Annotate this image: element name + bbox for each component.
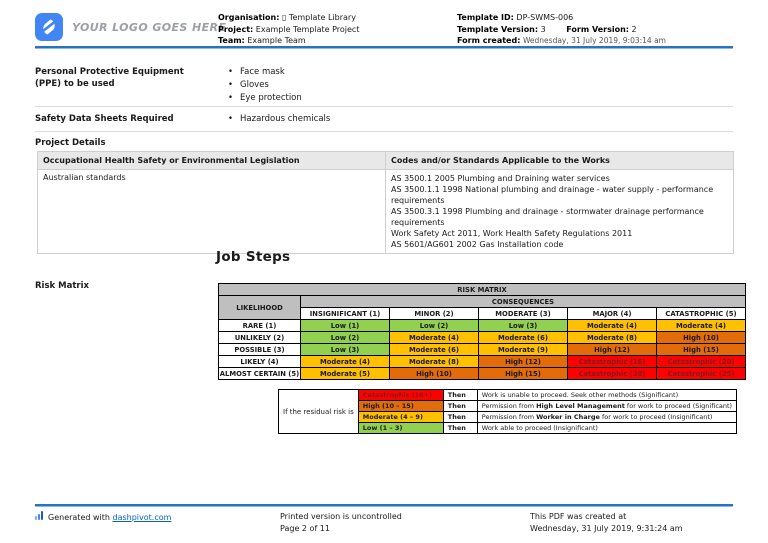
legislation-cell: Australian standards	[38, 170, 386, 254]
risk-matrix-title: RISK MATRIX	[219, 284, 746, 296]
matrix-cell: High (12)	[479, 356, 568, 368]
project-details-table	[37, 151, 734, 254]
matrix-cell: Low (1)	[301, 320, 390, 332]
consequence-column-header: MAJOR (4)	[568, 308, 657, 320]
pdf-created-label: This PDF was created at	[530, 512, 627, 521]
matrix-row	[219, 344, 746, 356]
residual-description	[477, 401, 736, 412]
matrix-cell: Moderate (6)	[479, 332, 568, 344]
likelihood-label: ALMOST CERTAIN (5)	[219, 369, 300, 378]
code-line: AS 3500.1.1 1998 National plumbing and drainage - water supply - performance requirements	[391, 185, 714, 205]
matrix-cell: Low (2)	[301, 332, 390, 344]
header-meta-left	[218, 12, 359, 47]
section-divider	[35, 106, 733, 107]
generated-text: Generated with	[48, 513, 113, 522]
residual-risk-table	[278, 389, 737, 434]
uncontrolled-note: Printed version is uncontrolled	[280, 512, 402, 521]
form-created-row	[457, 35, 666, 47]
risk-matrix-table	[218, 283, 746, 380]
desc-text: Work is unable to proceed. Seek other methods (Significant)	[481, 391, 679, 399]
project-value: Example Template Project	[255, 24, 360, 34]
likelihood-header: LIKELIHOOD	[219, 296, 301, 320]
residual-description	[477, 390, 736, 401]
matrix-cell: Catastrophic (16)	[568, 356, 657, 368]
version-row	[457, 24, 666, 36]
desc-text: for work to proceed (Significant)	[624, 402, 733, 410]
organisation-value: ▯ Template Library	[281, 13, 356, 22]
template-id-value: DP-SWMS-006	[516, 13, 574, 22]
code-line: AS 5601/AG601 2002 Gas Installation code	[391, 240, 564, 249]
pdf-created-timestamp: Wednesday, 31 July 2019, 9:31:24 am	[530, 524, 683, 533]
code-line: AS 3500.3.1 1998 Plumbing and drainage - stormwater drainage performance requirements	[391, 207, 704, 227]
sds-section-label: Safety Data Sheets Required	[35, 114, 174, 124]
residual-then: Then	[443, 401, 477, 412]
consequence-column-header: CATASTROPHIC (5)	[657, 308, 746, 320]
residual-then: Then	[443, 390, 477, 401]
matrix-cell: High (15)	[479, 368, 568, 380]
matrix-row	[219, 332, 746, 344]
matrix-cell: Moderate (4)	[568, 320, 657, 332]
desc-strong: Worker in Charge	[536, 413, 600, 421]
matrix-cell: Low (3)	[301, 344, 390, 356]
ppe-item: • Eye protection	[228, 92, 302, 105]
form-created-label: Form created:	[457, 36, 521, 45]
matrix-cell: High (15)	[657, 344, 746, 356]
residual-then: Then	[443, 412, 477, 423]
template-version-pair	[457, 25, 546, 34]
matrix-row	[219, 356, 746, 368]
template-id-row	[457, 12, 666, 24]
residual-description	[477, 412, 736, 423]
likelihood-label: LIKELY (4)	[219, 356, 301, 368]
matrix-cell: Catastrophic (20)	[568, 368, 657, 380]
consequence-column-header: MODERATE (3)	[479, 308, 568, 320]
matrix-cell: Catastrophic (20)	[657, 356, 746, 368]
consequences-header: CONSEQUENCES	[301, 296, 746, 308]
job-steps-heading: Job Steps	[216, 249, 291, 265]
form-version-value: 2	[631, 24, 637, 34]
codes-cell	[386, 170, 734, 254]
matrix-cell: Low (3)	[479, 320, 568, 332]
organisation-label: Organisation:	[218, 13, 280, 22]
dashpivot-bars-icon	[35, 511, 44, 524]
project-label: Project:	[218, 24, 254, 34]
matrix-cell: Moderate (4)	[301, 356, 390, 368]
codes-column-header: Codes and/or Standards Applicable to the Works	[386, 152, 734, 170]
matrix-cell: Moderate (6)	[390, 344, 479, 356]
footer-divider-rule	[35, 504, 733, 507]
matrix-cell: Low (2)	[390, 320, 479, 332]
sds-list	[228, 113, 330, 126]
footer-center	[280, 511, 402, 535]
template-version-value: 3	[540, 24, 546, 34]
matrix-cell: High (12)	[568, 344, 657, 356]
likelihood-label: UNLIKELY (2)	[219, 332, 301, 344]
project-row	[218, 24, 359, 36]
organisation-row	[218, 12, 359, 24]
footer-created	[530, 511, 683, 535]
matrix-cell: Moderate (4)	[390, 332, 479, 344]
section-divider	[35, 131, 733, 132]
matrix-cell: High (10)	[390, 368, 479, 380]
ppe-list	[228, 66, 302, 105]
page-number: Page 2 of 11	[280, 524, 330, 533]
matrix-cell: Moderate (8)	[390, 356, 479, 368]
team-label: Team:	[218, 36, 245, 45]
ppe-section-label: Personal Protective Equipment (PPE) to be used	[35, 67, 184, 89]
residual-level: Low (1 – 3)	[358, 423, 443, 434]
consequence-column-header: INSIGNIFICANT (1)	[301, 308, 390, 320]
team-value: Example Team	[247, 36, 306, 45]
sds-item: • Hazardous chemicals	[228, 113, 330, 126]
residual-level: Moderate (4 – 9)	[358, 412, 443, 423]
team-row	[218, 35, 359, 47]
ppe-item: • Face mask	[228, 66, 302, 79]
likelihood-label: POSSIBLE (3)	[219, 344, 301, 356]
matrix-cell: High (10)	[657, 332, 746, 344]
header-divider-rule	[35, 46, 733, 49]
residual-row	[279, 390, 737, 401]
residual-then: Then	[443, 423, 477, 434]
desc-strong: High Level Management	[536, 402, 625, 410]
logo-placeholder-text: YOUR LOGO GOES HERE	[72, 21, 227, 34]
residual-intro: If the residual risk is	[279, 390, 359, 434]
matrix-cell: Moderate (5)	[301, 368, 390, 380]
matrix-cell: Moderate (8)	[568, 332, 657, 344]
matrix-row	[219, 320, 746, 332]
consequence-column-header: MINOR (2)	[390, 308, 479, 320]
code-line: AS 3500.1 2005 Plumbing and Draining water services	[391, 174, 610, 183]
company-logo-icon	[35, 13, 63, 41]
matrix-cell: Moderate (4)	[657, 320, 746, 332]
residual-level: High (10 – 15)	[358, 401, 443, 412]
template-version-label: Template Version:	[457, 24, 539, 34]
residual-level: Catastrophic (16+)	[358, 390, 443, 401]
desc-text: Permission from	[481, 413, 537, 421]
logo-glyph-icon	[40, 18, 58, 36]
matrix-row	[219, 368, 746, 380]
project-details-title: Project Details	[35, 138, 106, 148]
footer-generated	[35, 511, 171, 524]
desc-text: Work able to proceed (Insignificant)	[481, 424, 598, 432]
likelihood-label: RARE (1)	[219, 320, 301, 332]
desc-text: for work to proceed (Insignificant)	[599, 413, 713, 421]
matrix-cell: Moderate (9)	[479, 344, 568, 356]
code-line: Work Safety Act 2011, Work Health Safety Regulations 2011	[391, 229, 633, 238]
header-meta-right	[457, 12, 666, 47]
desc-text: Permission from	[481, 402, 537, 410]
legislation-column-header: Occupational Health Safety or Environmental Legislation	[38, 152, 386, 170]
risk-matrix-section-label: Risk Matrix	[35, 281, 89, 291]
form-version-label: Form Version:	[566, 24, 629, 34]
matrix-cell: Catastrophic (25)	[657, 368, 746, 380]
ppe-item: • Gloves	[228, 79, 302, 92]
form-created-value: Wednesday, 31 July 2019, 9:03:14 am	[522, 36, 666, 45]
dashpivot-link[interactable]: dashpivot.com	[112, 513, 172, 522]
residual-description	[477, 423, 736, 434]
form-version-pair	[566, 25, 636, 34]
template-id-label: Template ID:	[457, 13, 514, 22]
